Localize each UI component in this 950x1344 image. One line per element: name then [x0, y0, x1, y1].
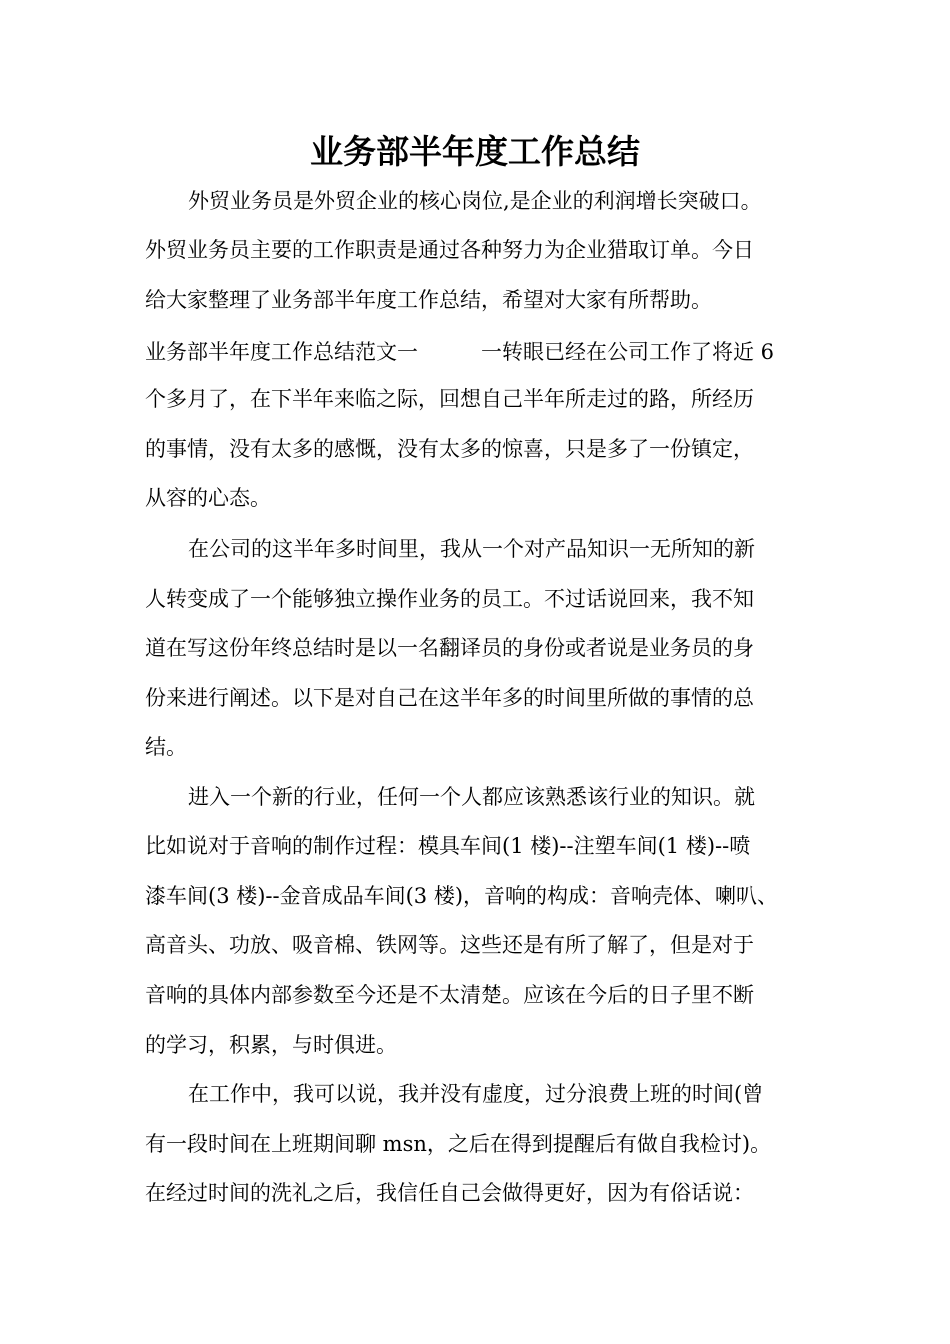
body-line: 人转变成了一个能够独立操作业务的员工。不过话说回来，我不知 — [145, 587, 754, 611]
document-title: 业务部半年度工作总结 — [310, 132, 640, 171]
body-line: 音响的具体内部参数至今还是不太清楚。应该在今后的日子里不断 — [145, 983, 754, 1007]
body-line: 在公司的这半年多时间里，我从一个对产品知识一无所知的新 — [188, 537, 755, 561]
body-line: 进入一个新的行业，任何一个人都应该熟悉该行业的知识。就 — [188, 785, 755, 809]
body-line: 在工作中，我可以说，我并没有虚度，过分浪费上班的时间(曾 — [188, 1082, 764, 1106]
body-line: 漆车间(3 楼)--金音成品车间(3 楼)，音响的构成：音响壳体、喇叭、 — [145, 884, 779, 908]
body-line: 结。 — [145, 735, 187, 759]
body-line: 有一段时间在上班期间聊 msn，之后在得到提醒后有做自我检讨)。 — [145, 1132, 772, 1156]
body-line: 道在写这份年终总结时是以一名翻译员的身份或者说是业务员的身 — [145, 636, 754, 660]
body-line: 的事情，没有太多的感慨，没有太多的惊喜，只是多了一份镇定， — [145, 437, 754, 461]
body-line: 在经过时间的洗礼之后，我信任自己会做得更好，因为有俗话说： — [145, 1181, 754, 1205]
body-line: 个多月了，在下半年来临之际，回想自己半年所走过的路，所经历 — [145, 387, 754, 411]
body-line: 份来进行阐述。以下是对自己在这半年多的时间里所做的事情的总 — [145, 686, 754, 710]
body-line: 外贸业务员主要的工作职责是通过各种努力为企业猎取订单。今日 — [145, 238, 754, 262]
body-line: 的学习，积累，与时俱进。 — [145, 1033, 397, 1057]
body-line: 外贸业务员是外贸企业的核心岗位,是企业的利润增长突破口。 — [188, 189, 762, 213]
body-line: 从容的心态。 — [145, 486, 271, 510]
body-line: 给大家整理了业务部半年度工作总结，希望对大家有所帮助。 — [145, 288, 712, 312]
body-line: 比如说对于音响的制作过程：模具车间(1 楼)--注塑车间(1 楼)--喷 — [145, 834, 751, 858]
body-line: 高音头、功放、吸音棉、铁网等。这些还是有所了解了，但是对于 — [145, 933, 754, 957]
body-line: 业务部半年度工作总结范文一 一转眼已经在公司工作了将近 6 — [145, 340, 775, 364]
